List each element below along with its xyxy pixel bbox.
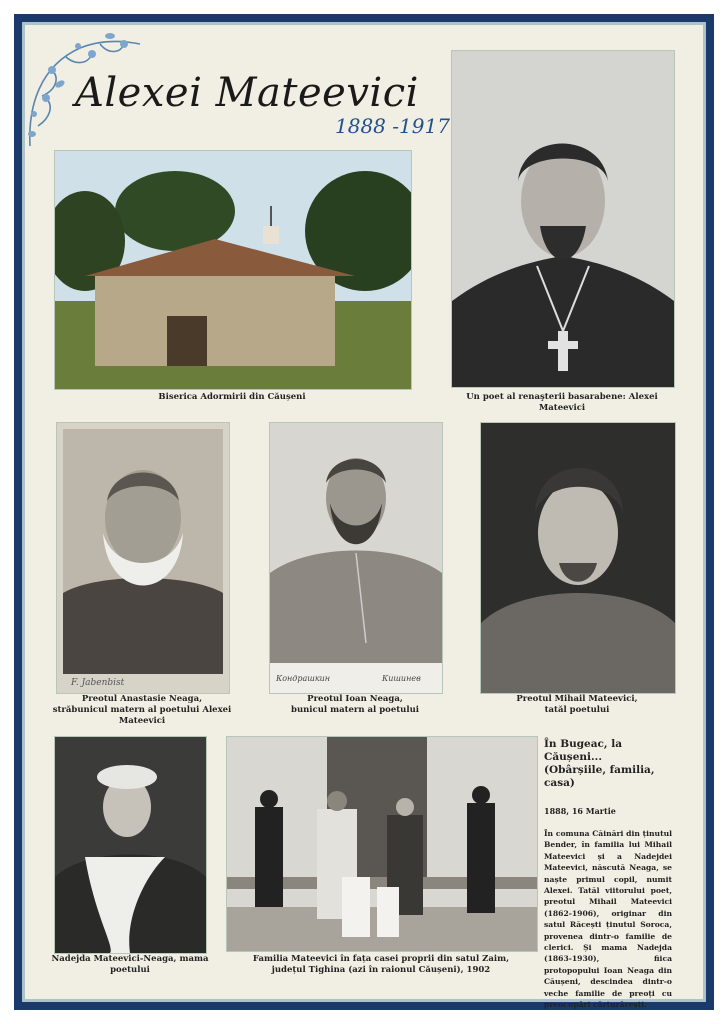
svg-text:F. Jabenbist: F. Jabenbist <box>71 678 125 688</box>
mihail-mateevici-photo <box>480 422 676 694</box>
life-years: 1888 -1917 <box>335 114 450 138</box>
family-caption <box>226 954 536 976</box>
church-caption: Biserica Adormirii din Căușeni <box>158 392 306 402</box>
biography-article <box>544 738 672 1011</box>
anastasie-caption-line1: Preotul Anastasie Neaga, <box>81 694 203 704</box>
article-title <box>544 738 672 790</box>
article-title-line1: În Bugeac, la Căușeni... <box>544 738 623 763</box>
nadejda-caption: Nadejda Mateevici-Neaga, mama poetului <box>51 954 209 975</box>
svg-text:Кондрашкин: Кондрашкин <box>276 674 331 683</box>
ioan-caption <box>260 694 450 716</box>
article-title-line2: (Obârșiile, familia, casa) <box>544 764 655 789</box>
anastasie-caption <box>44 694 240 727</box>
family-photo <box>226 736 538 952</box>
svg-text:Кишинев: Кишинев <box>382 674 421 683</box>
poet-portrait <box>451 50 675 388</box>
ioan-neaga-photo <box>269 422 443 694</box>
mihail-caption-line2: tatăl poetului <box>544 705 610 715</box>
ioan-caption-line1: Preotul Ioan Neaga, <box>307 694 403 704</box>
article-body: În comuna Căinări din ținutul Bender, în familia lui Mihail Mateevici și a Nadejdei Mateevici, născută Neaga, se naște primul copil, numit Alexei. Tatăl viitorului poet, preotul Mihail Mateevici (1862-1906), originar din satul Răcești ținutul Soroca, provenea dintr-o familie de clerici. Și mama Nadejda (1863-1930), fiica protopopului Ioan Neaga din Căușeni, descindea dintr-o veche familie de preoți cu preocupări cărturărești. <box>544 829 672 1010</box>
mihail-caption-line1: Preotul Mihail Mateevici, <box>516 694 638 704</box>
ioan-caption-line2: bunicul matern al poetului <box>291 705 419 715</box>
poet-caption: Un poet al renaşterii basarabene: Alexei Mateevici <box>466 392 658 413</box>
family-caption-line2: județul Tighina (azi în raionul Căușeni), 1902 <box>271 965 491 975</box>
article-date: 1888, 16 Martie <box>544 806 616 816</box>
anastasie-caption-line2: străbunicul matern al poetului Alexei Mateevici <box>52 705 232 726</box>
page-title: Alexei Mateevici <box>75 70 419 116</box>
mihail-caption <box>480 694 674 716</box>
church-photo <box>54 150 412 390</box>
family-caption-line1: Familia Mateevici în fața casei proprii din satul Zaim, <box>252 954 510 964</box>
anastasie-neaga-photo <box>56 422 230 694</box>
nadejda-photo <box>54 736 207 954</box>
